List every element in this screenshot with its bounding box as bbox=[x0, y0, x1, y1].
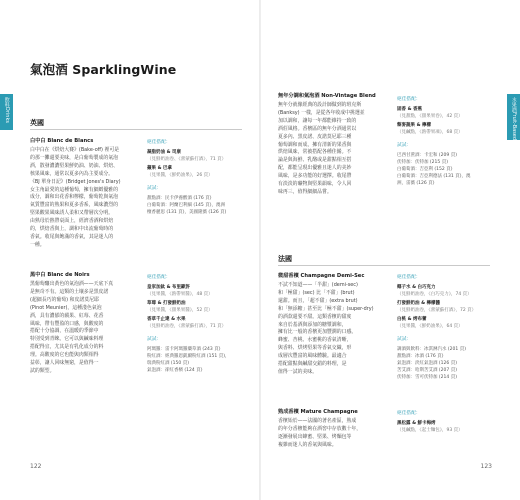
body-line: 女主角最愛的這種葡萄，擁有細緻優雅的 bbox=[30, 186, 119, 193]
body-line: 味再三，值得細細品嘗。 bbox=[278, 188, 332, 195]
body-line: 酒莊風格。香檳區的無年分酒通常以 bbox=[278, 125, 357, 132]
body-line: (超細長巧的葡萄) 和皮諾莫尼耶 bbox=[30, 296, 99, 303]
body-line: 核果風味，通常以夏多內為主要成分。 bbox=[30, 170, 114, 177]
body-line: 和「極甜」(sec) 比「不甜」(brut) bbox=[278, 289, 355, 296]
pairing-ref: （見果醬，《熱帶果醬》，48 頁） bbox=[147, 292, 213, 297]
section-heading-france: 法國 bbox=[278, 255, 292, 263]
body-line: 的年分香檳能夠在酒窖中存放數十年， bbox=[278, 425, 362, 432]
body-line: 的那一攤還要美味，是白葡萄製成的氣泡 bbox=[30, 154, 119, 161]
entry-body-demi-sec bbox=[278, 282, 382, 377]
pairing-notes-demi-sec bbox=[397, 274, 497, 381]
try-item: 氣泡酒：卻紅香檳 (124 頁) bbox=[147, 368, 203, 373]
pairing-notes-blanc-de-blancs bbox=[147, 139, 247, 216]
notes-try-heading: 試試： bbox=[147, 337, 162, 342]
page-number-left: 122 bbox=[30, 463, 42, 470]
pairing-notes-blanc-de-noirs bbox=[147, 274, 247, 374]
pairing-ref: （見果醬，《甜果果醬》，52 頁） bbox=[147, 308, 213, 313]
pairing-name: 打發鮮奶油 & 檸檬醬 bbox=[397, 301, 441, 306]
notes-heading: 絕佳搭配： bbox=[147, 275, 171, 280]
body-line: 特別受到青睞。它可以與鹹味料理 bbox=[30, 336, 104, 343]
pairing-notes-mature-champagne bbox=[397, 410, 497, 436]
body-line: 香檳始於——法國的著名產區，熟成 bbox=[278, 418, 357, 424]
pairing-name: 固香 & 香蕉 bbox=[397, 107, 423, 112]
try-item: 巴西甘蔗酒：卡宏和 (209 頁) bbox=[397, 153, 457, 158]
notes-try-heading: 試試： bbox=[397, 337, 412, 342]
body-line: 由熟母於熱帶桌面上，經濟香酒和烘焙 bbox=[30, 218, 114, 225]
entry-title-demi-sec: 微甜香檳 Champagne Demi-Sec bbox=[278, 273, 365, 279]
pairing-name: 草莓 & 打發鮮奶油 bbox=[147, 301, 186, 306]
pairing-name: 蘋果 & 巴拿 bbox=[147, 166, 173, 171]
body-line: 值得一試的美味。 bbox=[278, 368, 318, 375]
body-line: 不試不知道——「半甜」(demi-sec) bbox=[278, 282, 358, 288]
body-line: 有淡淡的礦物與堅果韻味，令人回 bbox=[278, 181, 352, 188]
try-item: 伏特加：雪可伏特加 (214 頁) bbox=[397, 375, 457, 380]
try-item: 伏特加：伏特加 (215 頁) bbox=[397, 160, 448, 165]
body-line: 益彰，讓人回味無窮，是值得一 bbox=[30, 360, 99, 367]
pairing-name: 藜麥蔬果 & 檸檬 bbox=[397, 123, 432, 128]
body-line: 逐漸發展出蜂蜜、堅果、烤麵包等 bbox=[278, 433, 352, 440]
body-line: 搭配甜點與鹹甜交錯的料理，是 bbox=[278, 361, 347, 368]
body-line: (Pinot Meunier)，這種淺色氣泡 bbox=[30, 304, 102, 311]
section-rule bbox=[30, 129, 242, 130]
notes-heading: 絕佳搭配： bbox=[147, 140, 171, 145]
entry-body-non-vintage bbox=[278, 102, 382, 197]
body-line: 搭配得宜，尤其是有乳化成分的料 bbox=[30, 344, 104, 351]
body-line: 還甜。而且，「超不甜」(extra brut) bbox=[278, 297, 358, 304]
body-line: 來自於基酒與添加的糖漿調和， bbox=[278, 321, 347, 328]
body-line: 無年分就像經典的設計師做到的班克斯 bbox=[278, 102, 362, 108]
notes-heading: 絕佳搭配： bbox=[397, 411, 421, 416]
body-line: 的，烘焙香與上，調和中出流葡萄時的 bbox=[30, 226, 114, 233]
tab-label-main: 飲料 bbox=[3, 97, 10, 107]
tab-label-sub: Fruit-Based bbox=[510, 112, 517, 141]
notes-try-heading: 試試： bbox=[147, 186, 162, 191]
pairing-ref: （見鮮奶油卷，《白巧克力》，74 頁） bbox=[397, 292, 472, 297]
notes-heading: 絕佳搭配： bbox=[397, 97, 421, 102]
body-line: 複雜而迷人的香氣與風味。 bbox=[278, 441, 337, 448]
body-line: 論是與海鮮、乳酪或是甜點相互搭 bbox=[278, 157, 352, 164]
notes-heading: 絕佳搭配： bbox=[397, 275, 421, 280]
pairing-ref: （見鹹點，《起士麵包》，93 頁） bbox=[397, 428, 463, 433]
page-title: 氣泡酒 SparklingWine bbox=[30, 62, 177, 77]
entry-title-blanc-de-blancs: 白中白 Blanc de Blancs bbox=[30, 138, 94, 144]
pairing-ref: （見果醬，《鮮奶油果》，64 頁） bbox=[397, 324, 463, 329]
body-line: 配，都能呈現出優雅且迷人的美妙 bbox=[278, 165, 352, 172]
pairing-ref: （見鮮奶油卷、《蕾蒙蘇打酒》，71 頁） bbox=[147, 157, 227, 162]
try-item: 白葡萄酒：吉亞利 (152 頁) bbox=[397, 167, 453, 172]
body-line: (Banksy) 一樣，是從各年收成中挑選並 bbox=[278, 109, 365, 116]
page-number-right: 123 bbox=[480, 463, 492, 470]
tab-label-main: 水果酒 bbox=[510, 97, 517, 112]
pairing-name: 黑松露 & 鮮卡梅烤 bbox=[397, 421, 436, 426]
notes-try-heading: 試試： bbox=[397, 143, 412, 148]
body-line: 試的類型。 bbox=[30, 367, 55, 374]
try-item: 甜點酒：民卡伊養酸酒 (176 頁) bbox=[147, 196, 212, 201]
entry-body-mature-champagne bbox=[278, 418, 382, 450]
pairing-ref: （見甜點，《甜果果卷》，42 頁） bbox=[397, 114, 463, 119]
body-line: 和「無添糖」甚至比「極不甜」(super-dry) bbox=[278, 305, 374, 312]
body-line: 酒，散發濃濃堅果鮮奶油、奶油、烘焙、 bbox=[30, 162, 119, 169]
try-item: 白葡萄酒：吉亞利德法 (131 頁)，澳 bbox=[397, 174, 471, 179]
pairing-name: 椰子水 & 白巧克力 bbox=[397, 285, 436, 290]
pairing-ref: （見果醬，《鮮奶油果》，26 頁） bbox=[147, 173, 213, 178]
pairing-ref: （見鮮奶油卷，《蕾蒙蘇打酒》，71 頁） bbox=[147, 324, 227, 329]
pairing-name: 香草千止達 & 水果 bbox=[147, 317, 186, 322]
body-line: 擁有比一般的香檳更加豐潤的口感。 bbox=[278, 329, 357, 336]
entry-title-mature-champagne: 熟成香檳 Mature Champagne bbox=[278, 409, 358, 415]
body-line: 搭配十分協調，在溫暖的季節中 bbox=[30, 328, 99, 335]
pairing-name: 白桃 & 烤布蕾 bbox=[397, 317, 427, 322]
body-line: 風味，帶有豐盈的口感，與酸度的 bbox=[30, 320, 104, 327]
try-item: 氣泡酒：淡紅氣泡酒 (126 頁) bbox=[397, 361, 457, 366]
body-line: 是無奇不有。這類的土壤多是黑皮諾 bbox=[30, 288, 109, 295]
body-line: 加以調和，讓每一年都能維持一致的 bbox=[278, 117, 357, 124]
body-line: 成層次豐富的風味體驗。最適合 bbox=[278, 353, 347, 360]
page-gutter bbox=[259, 0, 261, 500]
pairing-name: 皇家加鈦 & 布里歐許 bbox=[147, 285, 191, 290]
entry-body-blanc-de-blancs bbox=[30, 147, 134, 250]
body-line: 《BJ 單身日記》(Bridget Jones's Diary) bbox=[30, 178, 121, 185]
body-line: 氣質豐富的熟果和夏多香系，風味濃烈的 bbox=[30, 202, 119, 209]
body-line: 黑葡萄釀出黃色的氣泡酒——天底下真 bbox=[30, 281, 114, 287]
try-item: 白葡萄酒：阿蘭巴利細 (145 頁)，澳洲 bbox=[147, 203, 225, 208]
body-line: 烘焙風味，常被搭配各種佳餚。不 bbox=[278, 149, 352, 156]
tab-label-sub: Drinks bbox=[3, 107, 10, 123]
entry-title-non-vintage: 無年分調和氣泡酒 Non-Vintage Blend bbox=[278, 93, 376, 99]
body-line: 的酒款還要不甜。這類香檳的甜度 bbox=[278, 313, 352, 320]
try-item: 瑞典粉紅酒 (150 頁) bbox=[147, 361, 189, 366]
chapter-tab-left[interactable] bbox=[0, 94, 13, 130]
entry-title-blanc-de-noirs: 黑中白 Blanc de Noirs bbox=[30, 272, 90, 278]
pairing-name: 凝脂奶油 & 司康 bbox=[147, 150, 182, 155]
body-line: 理。高酸度的它也能與肉類相得 bbox=[30, 352, 99, 359]
body-line: 葡萄調和而成，擁有清新的果香與 bbox=[278, 141, 352, 148]
body-line: 成分，調和出花香和檸檬，葡萄乾與氣泡 bbox=[30, 194, 119, 201]
section-rule bbox=[278, 265, 490, 266]
try-item: 甜點酒：冰酒 (176 頁) bbox=[397, 354, 444, 359]
entry-body-blanc-de-noirs bbox=[30, 281, 134, 376]
body-line: 堅果酸果風味誘人柔和又帶層次分明。 bbox=[30, 210, 114, 217]
try-item: 粉紅酒：經典羅恩凱爾粉紅酒 (151 頁)， bbox=[147, 354, 230, 359]
body-line: 香氣。收尾與飽滿的香氣，其是迷人的 bbox=[30, 233, 114, 240]
try-item: 苦艾酒：哈斯苦艾酒 (207 頁) bbox=[397, 368, 457, 373]
body-line: 風味，是多功能的好選擇。收尾帶 bbox=[278, 173, 352, 180]
try-item: 檀香麗思 (131 頁)，美國隆薇 (126 頁) bbox=[147, 210, 227, 215]
pairing-ref: （見鮮奶油卷，《蕾蒙蘇打酒》，72 頁） bbox=[397, 308, 477, 313]
body-line: 與香料、烘烤堅果等香氣交織，形 bbox=[278, 345, 352, 352]
pairing-notes-non-vintage bbox=[397, 96, 497, 187]
body-line: 一種。 bbox=[30, 241, 45, 248]
body-line: 蜂蜜、杏桃、水蜜桃的香氣清晰， bbox=[278, 337, 352, 344]
pairing-ref: （見鹹點，《熱帶果凍》，68 頁） bbox=[397, 130, 463, 135]
section-heading-uk: 英國 bbox=[30, 119, 44, 127]
body-line: 酒，具有濃郁的蘋果、紅莓、花香 bbox=[30, 312, 104, 319]
try-item: 洲，雷薇 (126 頁) bbox=[397, 181, 435, 186]
try-item: 調酒與飲料：冰淇淋汽水 (201 頁) bbox=[397, 347, 466, 352]
chapter-tab-right[interactable] bbox=[507, 94, 520, 140]
body-line: 白中白在《烘焙大賽》(Bake-off) 裡可是 bbox=[30, 147, 120, 153]
try-item: 阿瑪羅：雷卡阿瑪羅藥草酒 (243 頁) bbox=[147, 347, 221, 352]
body-line: 夏多內、黑皮諾、皮諾莫尼耶三種 bbox=[278, 133, 352, 140]
